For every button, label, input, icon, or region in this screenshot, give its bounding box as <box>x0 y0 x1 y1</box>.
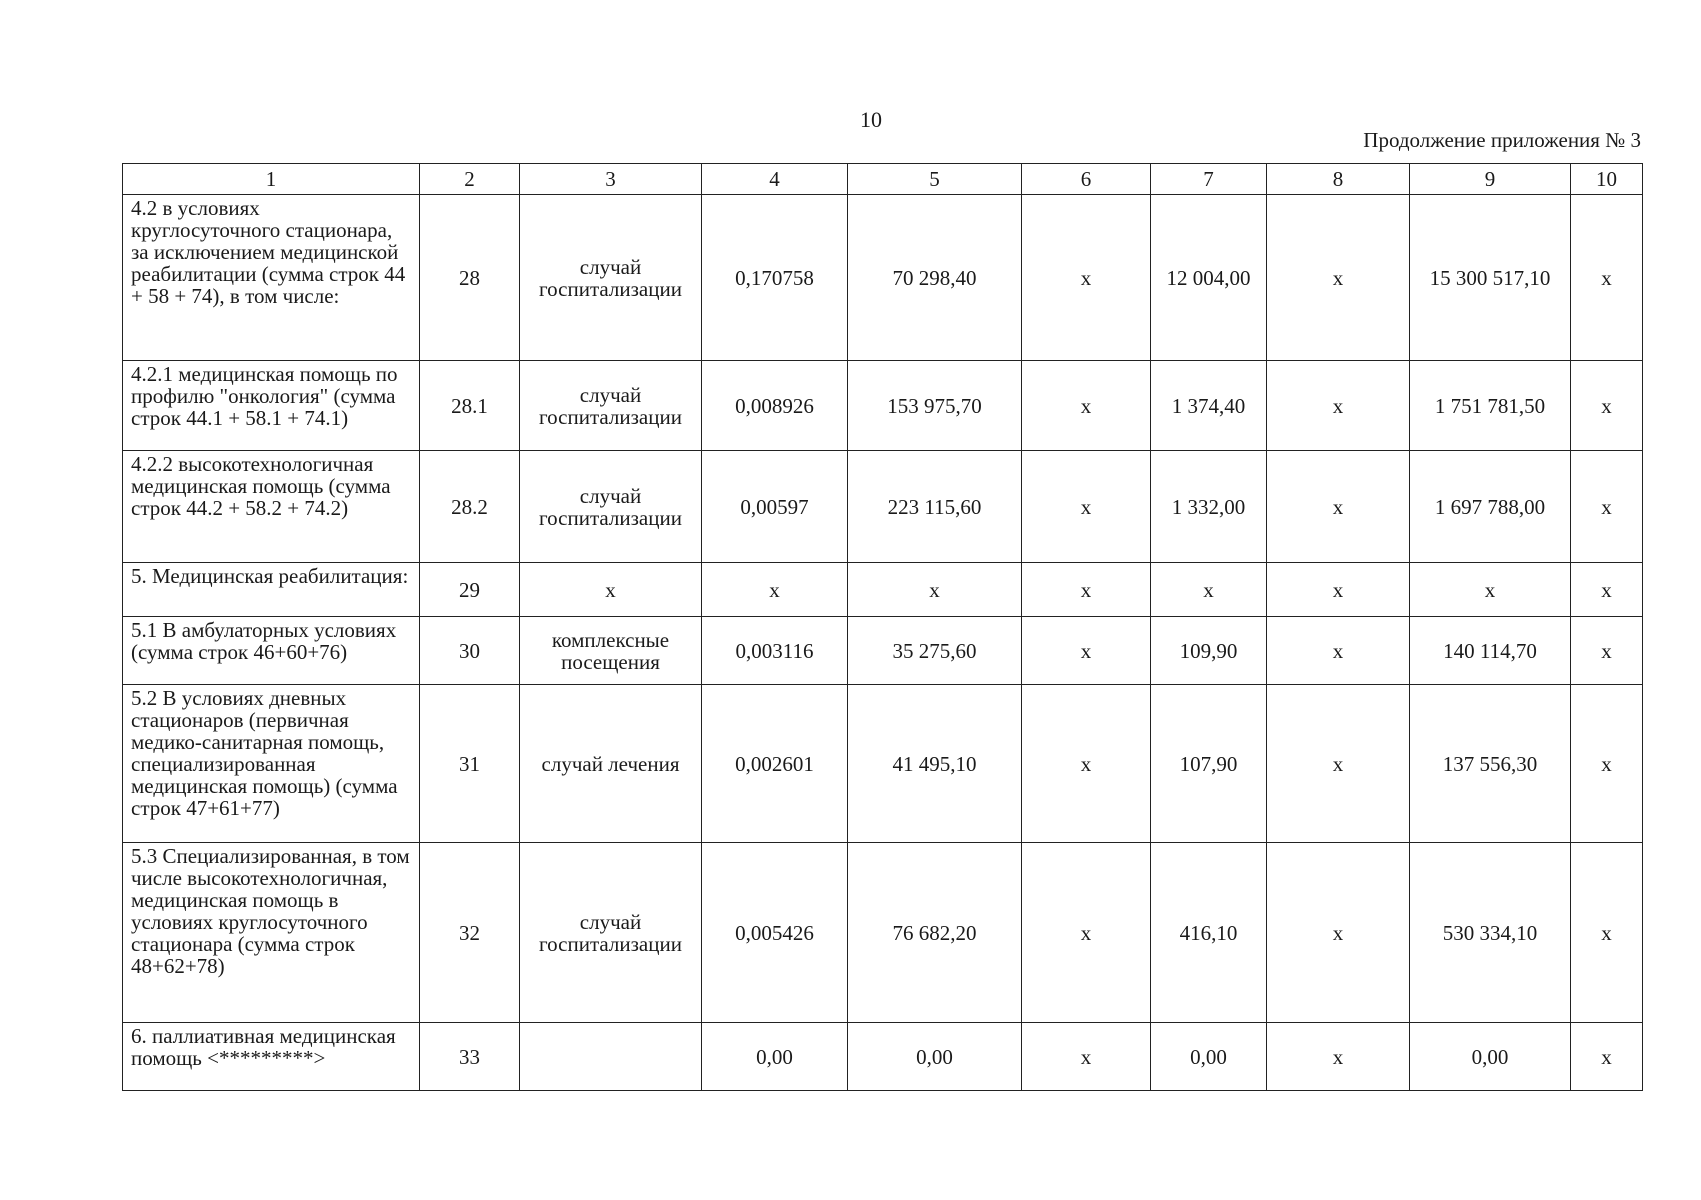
cell-col9: 1 751 781,50 <box>1410 361 1571 451</box>
row-name: 5.1 В амбулаторных условиях (сумма строк 46+60+76) <box>123 617 420 685</box>
cell-col8: х <box>1267 451 1410 563</box>
row-number: 29 <box>420 563 520 617</box>
row-name: 5.3 Специализированная, в том числе высокотехнологичная, медицинская помощь в условиях круглосуточного стационара (сумма строк 48+62+78) <box>123 843 420 1023</box>
row-number: 30 <box>420 617 520 685</box>
cell-col6: х <box>1022 361 1151 451</box>
cell-col10: х <box>1571 451 1643 563</box>
table-row <box>123 451 1643 563</box>
row-name: 6. паллиативная медицинская помощь <*********> <box>123 1023 420 1091</box>
cell-col7: 416,10 <box>1151 843 1267 1023</box>
row-number: 28 <box>420 195 520 361</box>
cell-col6: х <box>1022 563 1151 617</box>
row-unit: случай госпитализации <box>520 843 702 1023</box>
cell-col5: 76 682,20 <box>848 843 1022 1023</box>
column-header: 7 <box>1151 164 1267 195</box>
row-unit: случай госпитализации <box>520 451 702 563</box>
cell-col6: х <box>1022 1023 1151 1091</box>
row-name: 5. Медицинская реабилитация: <box>123 563 420 617</box>
row-unit <box>520 1023 702 1091</box>
cell-col8: х <box>1267 617 1410 685</box>
cell-col9: 1 697 788,00 <box>1410 451 1571 563</box>
cell-col4: 0,003116 <box>702 617 848 685</box>
table-row <box>123 195 1643 361</box>
cell-col8: х <box>1267 361 1410 451</box>
cell-col7: 1 374,40 <box>1151 361 1267 451</box>
cell-col8: х <box>1267 685 1410 843</box>
cell-col5: 70 298,40 <box>848 195 1022 361</box>
row-number: 31 <box>420 685 520 843</box>
cell-col4: 0,170758 <box>702 195 848 361</box>
cell-col4: 0,00 <box>702 1023 848 1091</box>
cell-col5: 35 275,60 <box>848 617 1022 685</box>
cell-col4: 0,008926 <box>702 361 848 451</box>
cell-col7: 0,00 <box>1151 1023 1267 1091</box>
row-name: 5.2 В условиях дневных стационаров (первичная медико-санитарная помощь, специализированная медицинская помощь) (сумма строк 47+61+77) <box>123 685 420 843</box>
cell-col5: 223 115,60 <box>848 451 1022 563</box>
cell-col10: х <box>1571 843 1643 1023</box>
row-number: 28.1 <box>420 361 520 451</box>
cell-col6: х <box>1022 195 1151 361</box>
data-table <box>122 163 1643 1091</box>
row-number: 32 <box>420 843 520 1023</box>
cell-col5: х <box>848 563 1022 617</box>
column-header: 1 <box>123 164 420 195</box>
column-header: 3 <box>520 164 702 195</box>
cell-col4: х <box>702 563 848 617</box>
page-number: 10 <box>860 107 882 132</box>
cell-col10: х <box>1571 195 1643 361</box>
row-unit: х <box>520 563 702 617</box>
cell-col7: 12 004,00 <box>1151 195 1267 361</box>
cell-col7: 109,90 <box>1151 617 1267 685</box>
cell-col9: 137 556,30 <box>1410 685 1571 843</box>
table-row <box>123 1023 1643 1091</box>
table-row <box>123 843 1643 1023</box>
table-row <box>123 361 1643 451</box>
cell-col4: 0,005426 <box>702 843 848 1023</box>
row-unit: случай госпитализации <box>520 361 702 451</box>
cell-col9: х <box>1410 563 1571 617</box>
cell-col5: 0,00 <box>848 1023 1022 1091</box>
appendix-continuation-note: Продолжение приложения № 3 <box>1363 128 1641 152</box>
cell-col8: х <box>1267 563 1410 617</box>
cell-col9: 530 334,10 <box>1410 843 1571 1023</box>
cell-col6: х <box>1022 843 1151 1023</box>
cell-col9: 15 300 517,10 <box>1410 195 1571 361</box>
row-unit: комплексные посещения <box>520 617 702 685</box>
row-number: 28.2 <box>420 451 520 563</box>
cell-col10: х <box>1571 563 1643 617</box>
table-row <box>123 563 1643 617</box>
cell-col6: х <box>1022 617 1151 685</box>
cell-col6: х <box>1022 451 1151 563</box>
cell-col9: 0,00 <box>1410 1023 1571 1091</box>
cell-col8: х <box>1267 1023 1410 1091</box>
table-row <box>123 685 1643 843</box>
column-header: 9 <box>1410 164 1571 195</box>
cell-col10: х <box>1571 685 1643 843</box>
column-header: 10 <box>1571 164 1643 195</box>
column-header: 5 <box>848 164 1022 195</box>
column-number-row <box>123 164 1643 195</box>
column-header: 6 <box>1022 164 1151 195</box>
column-header: 2 <box>420 164 520 195</box>
cell-col8: х <box>1267 195 1410 361</box>
table-row <box>123 617 1643 685</box>
row-unit: случай госпитализации <box>520 195 702 361</box>
row-unit: случай лечения <box>520 685 702 843</box>
row-number: 33 <box>420 1023 520 1091</box>
column-header: 4 <box>702 164 848 195</box>
cell-col4: 0,002601 <box>702 685 848 843</box>
cell-col7: 1 332,00 <box>1151 451 1267 563</box>
cell-col10: х <box>1571 1023 1643 1091</box>
cell-col10: х <box>1571 617 1643 685</box>
cell-col5: 41 495,10 <box>848 685 1022 843</box>
cell-col6: х <box>1022 685 1151 843</box>
cell-col5: 153 975,70 <box>848 361 1022 451</box>
row-name: 4.2.1 медицинская помощь по профилю "онкология" (сумма строк 44.1 + 58.1 + 74.1) <box>123 361 420 451</box>
cell-col4: 0,00597 <box>702 451 848 563</box>
cell-col7: х <box>1151 563 1267 617</box>
cell-col10: х <box>1571 361 1643 451</box>
column-header: 8 <box>1267 164 1410 195</box>
row-name: 4.2 в условиях круглосуточного стационара, за исключением медицинской реабилитации (сумма строк 44 + 58 + 74), в том числе: <box>123 195 420 361</box>
cell-col8: х <box>1267 843 1410 1023</box>
cell-col9: 140 114,70 <box>1410 617 1571 685</box>
cell-col7: 107,90 <box>1151 685 1267 843</box>
row-name: 4.2.2 высокотехнологичная медицинская помощь (сумма строк 44.2 + 58.2 + 74.2) <box>123 451 420 563</box>
